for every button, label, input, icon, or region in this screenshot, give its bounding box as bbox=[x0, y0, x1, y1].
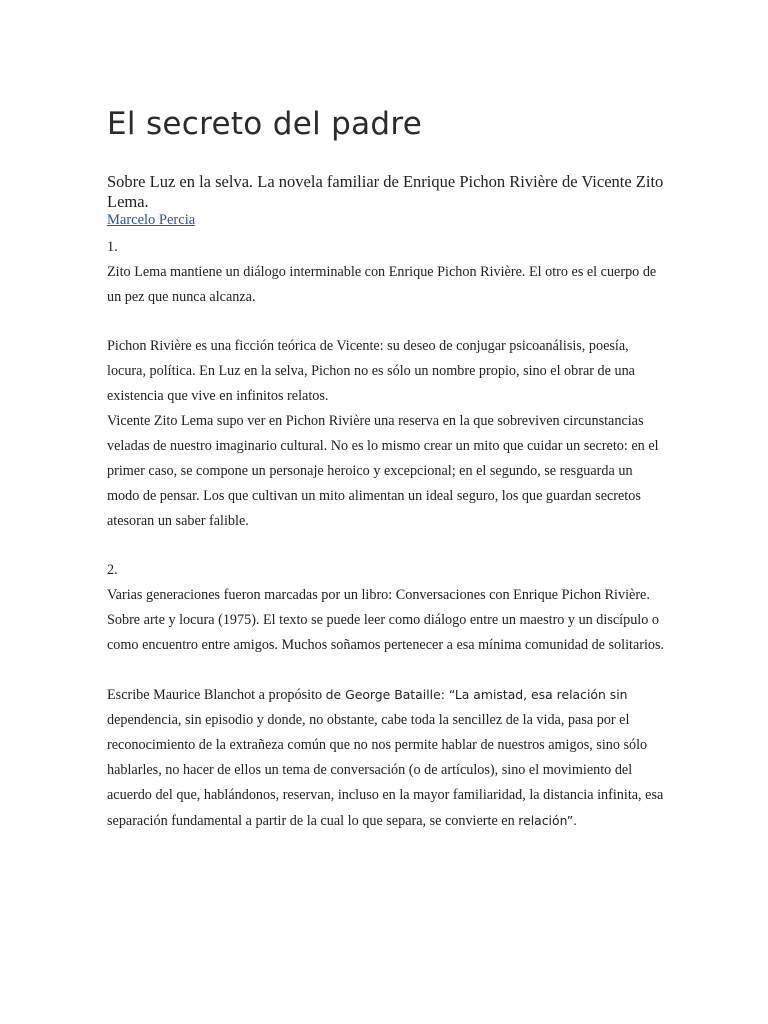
paragraph-gap bbox=[107, 658, 667, 682]
quote-opening: de George Bataille: “La amistad, esa relación sin bbox=[325, 687, 628, 702]
page-title: El secreto del padre bbox=[107, 106, 423, 142]
author-link[interactable]: Marcelo Percia bbox=[107, 212, 196, 228]
quote-paragraph bbox=[107, 682, 667, 834]
quote-body: dependencia, sin episodio y donde, no obstante, cabe toda la sencillez de la vida, pasa por el reconocimiento de la extrañeza común que no nos permite hablar de nuestros amigos, sino sólo hablarles, no hacer de ellos un tema de conversación (o de artículos), sino el movimiento del acuerdo del que, hablándonos, reservan, incluso en la mayor familiaridad, la distancia infinita, esa separación fundamental a partir de la cual lo que separa, se convierte en bbox=[107, 712, 664, 829]
quote-intro: Escribe Maurice Blanchot a propósito bbox=[107, 687, 326, 703]
paragraph: Zito Lema mantiene un diálogo interminable con Enrique Pichon Rivière. El otro es el cuerpo de un pez que nunca alcanza. bbox=[107, 264, 657, 305]
article-subtitle: Sobre Luz en la selva. La novela familiar de Enrique Pichon Rivière de Vicente Zito Lema. bbox=[107, 172, 664, 211]
paragraph: Pichon Rivière es una ficción teórica de Vicente: su deseo de conjugar psicoanálisis, poesía, locura, política. En Luz en la selva, Pichon no es sólo un nombre propio, sino el obrar de una existencia que vive en infinitos relatos. bbox=[107, 338, 635, 404]
section-number-1: 1. bbox=[107, 239, 118, 255]
quote-ending: relación”. bbox=[518, 813, 578, 828]
paragraph-gap bbox=[107, 310, 667, 334]
paragraph: Varias generaciones fueron marcadas por un libro: Conversaciones con Enrique Pichon Rivière. Sobre arte y locura (1975). El texto se puede leer como diálogo entre un maestro y un discípulo o como encuentro entre amigos. Muchos soñamos pertenecer a esa mínima comunidad de solitarios. bbox=[107, 587, 665, 653]
paragraph: Vicente Zito Lema supo ver en Pichon Rivière una reserva en la que sobreviven circunstancias veladas de nuestro imaginario cultural. No es lo mismo crear un mito que cuidar un secreto: en el primer caso, se compone un personaje heroico y excepcional; en el segundo, se resguarda un modo de pensar. Los que cultivan un mito alimentan un ideal seguro, los que guardan secretos atesoran un saber falible. bbox=[107, 413, 659, 529]
section-number-2: 2. bbox=[107, 562, 118, 578]
article-body bbox=[107, 235, 667, 834]
paragraph-gap bbox=[107, 534, 667, 558]
